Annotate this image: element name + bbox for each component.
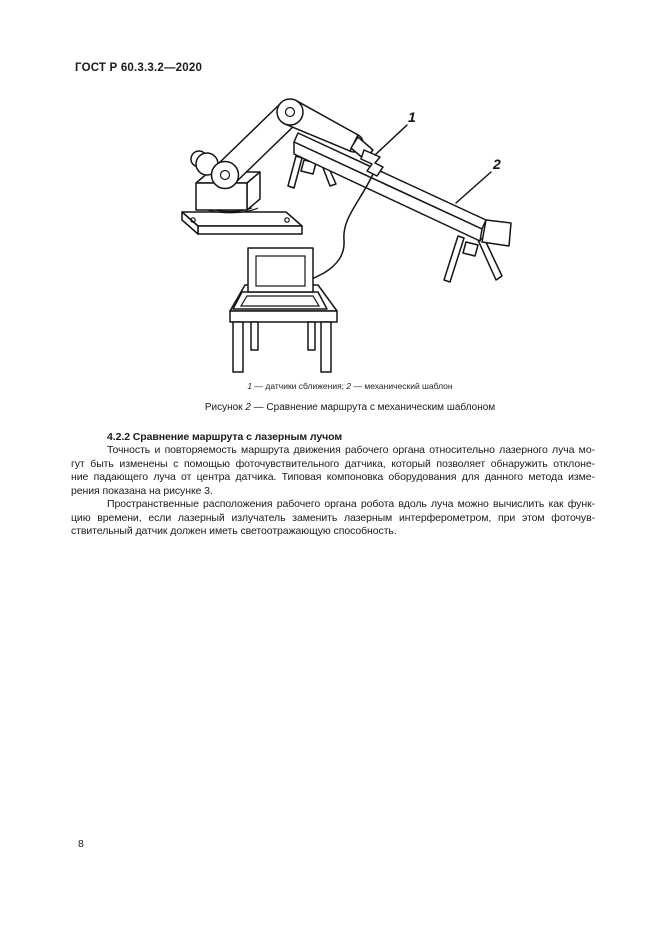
text-line: рения показана на рисунке 3. <box>71 484 213 497</box>
shoulder-joint <box>212 162 239 189</box>
figure-label-2: 2 <box>493 156 501 172</box>
paragraph-1 <box>71 444 595 498</box>
robot-base-plate <box>182 212 302 234</box>
callout-1 <box>375 109 416 155</box>
legend-item-2-text: — механический шаблон <box>351 381 453 391</box>
figure-drawing <box>146 80 538 378</box>
body-text <box>71 431 595 539</box>
caption-number: 2 <box>245 402 251 413</box>
caption-text: — Сравнение маршрута с механическим шаблоном <box>250 402 496 413</box>
legend-item-1-text: — датчики сближения; <box>252 381 347 391</box>
cable <box>312 174 373 279</box>
page-number: 8 <box>78 838 84 850</box>
paragraph-2 <box>71 498 595 538</box>
laptop <box>233 248 327 309</box>
figure-caption <box>90 402 610 413</box>
text-line: Точность и повторяемость маршрута движения рабочего органа относительно лазерного луча мо- <box>107 444 595 457</box>
text-line: гут быть изменены с помощью фоточувствительного датчика, который позволяет обнаружить отклоне- <box>71 457 595 470</box>
caption-prefix: Рисунок <box>204 402 246 413</box>
section-heading: 4.2.2 Сравнение маршрута с лазерным лучом <box>107 431 343 443</box>
figure-legend <box>90 381 610 391</box>
mechanical-template-beam <box>294 133 511 246</box>
callout-2 <box>456 156 501 203</box>
text-line: Пространственные расположения рабочего органа робота вдоль луча можно вычислить как функ- <box>107 498 595 511</box>
text-line: ние падающего луча от центра датчика. Типовая компоновка оборудования для данного метода изме- <box>71 471 595 484</box>
text-line: цию времени, если лазерный излучатель заменить лазерным интерферометром, при этом фоточув- <box>71 511 595 524</box>
elbow-joint <box>277 99 303 125</box>
document-header: ГОСТ Р 60.3.3.2—2020 <box>75 62 203 74</box>
figure-label-1: 1 <box>408 109 416 125</box>
legend-item-2-number: 2 <box>346 381 352 391</box>
text-line: ствительный датчик должен иметь светоотражающую способность. <box>71 525 397 538</box>
legend-item-1-number: 1 <box>247 381 253 391</box>
